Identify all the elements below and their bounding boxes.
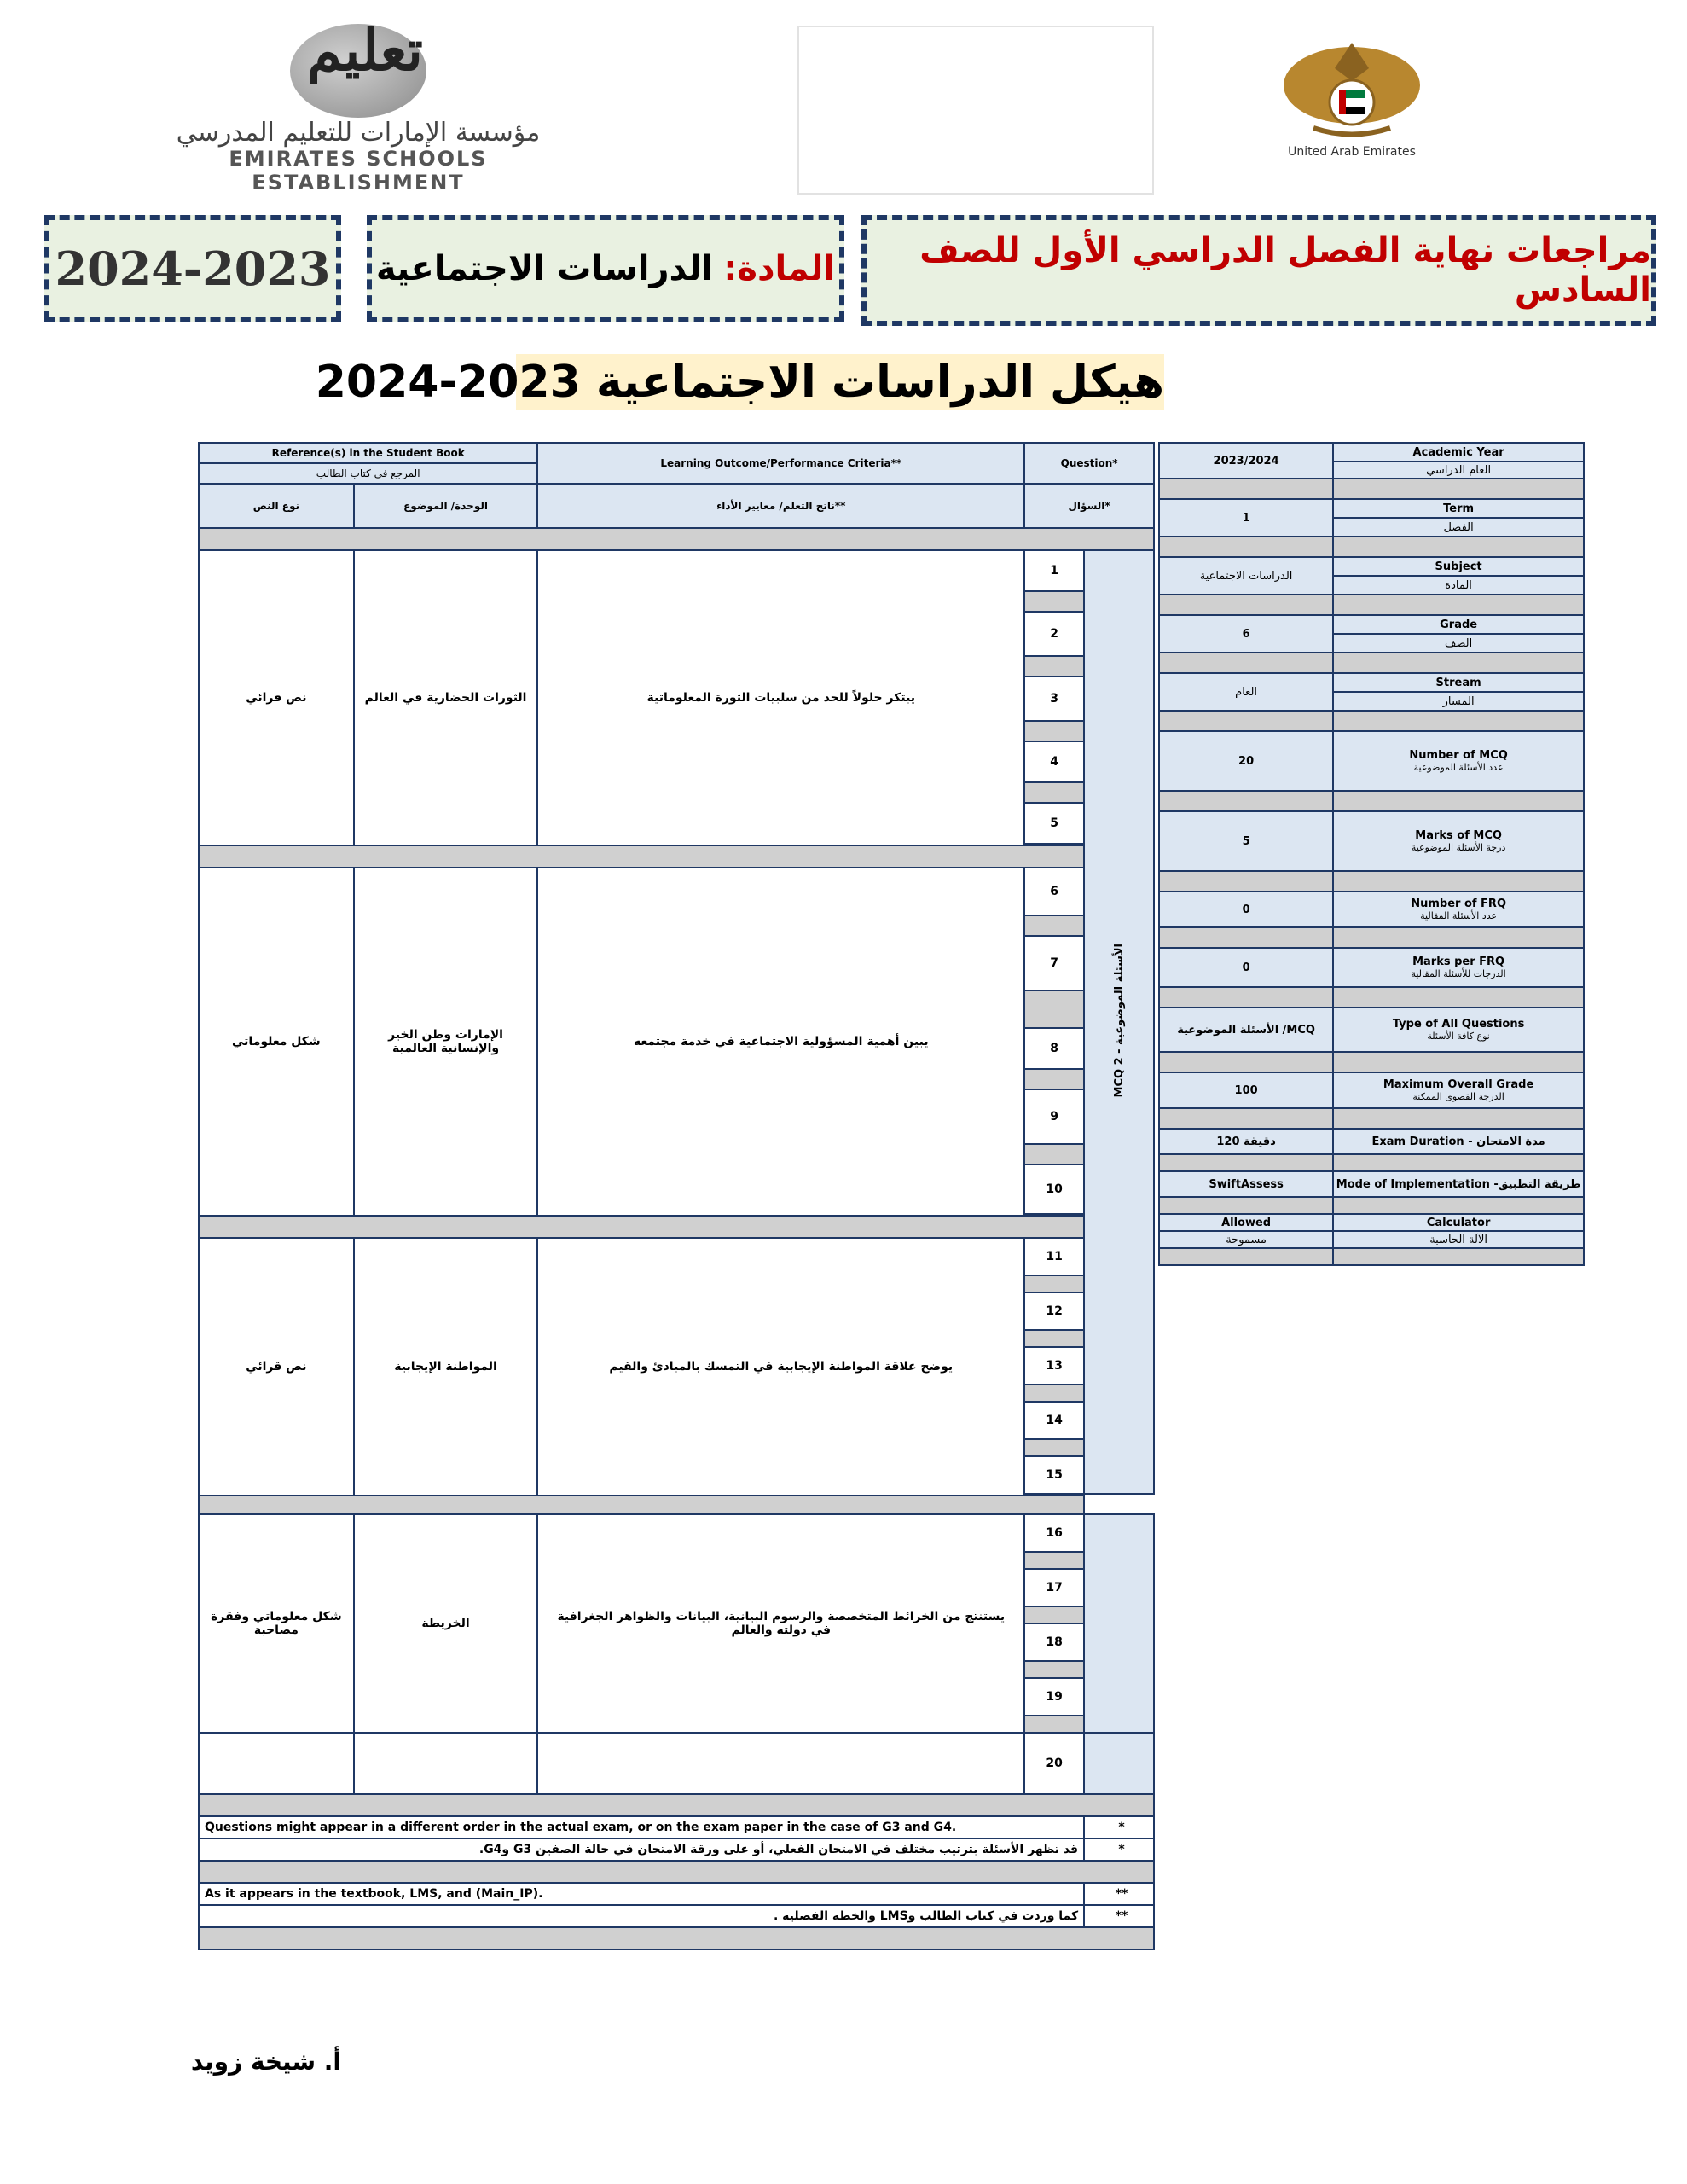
question-header-ar: السؤال* (1024, 484, 1154, 528)
question-number: 8 (1024, 1028, 1084, 1069)
text-type-header: نوع النص (199, 484, 354, 528)
question-number: 12 (1024, 1292, 1084, 1330)
grade-value: 6 (1159, 615, 1333, 653)
duration-value: 120 دقيقة (1159, 1129, 1333, 1154)
ese-name-en: EMIRATES SCHOOLS ESTABLISHMENT (229, 147, 488, 195)
group-3-text-type: نص قرائي (199, 1238, 354, 1496)
num-mcq-label-ar: عدد الأسئلة الموضوعية (1413, 762, 1504, 773)
mode-label: Mode of Implementation -طريقة التطبيق (1333, 1171, 1584, 1197)
stream-value: العام (1159, 673, 1333, 711)
max-grade-value: 100 (1159, 1072, 1333, 1108)
subject-value: الدراسات الاجتماعية (375, 248, 714, 288)
question-number: 10 (1024, 1165, 1084, 1214)
question-number: 16 (1024, 1514, 1084, 1552)
subject-label: المادة: (723, 248, 836, 288)
question-number: 11 (1024, 1238, 1084, 1275)
ese-name-ar: مؤسسة الإمارات للتعليم المدرسي (176, 118, 541, 148)
group-4-outcome: يستنتج من الخرائط المتخصصة والرسوم البيانية، البيانات والظواهر الجغرافية في دولته والعالم (537, 1514, 1024, 1733)
type-questions-label: Type of All Questions (1392, 1018, 1525, 1031)
academic-year-label-ar: العام الدراسي (1333, 462, 1584, 479)
type-questions-value: الأسئلة الموضوعية /MCQ (1159, 1008, 1333, 1052)
subject-label-ar: المادة (1333, 576, 1584, 595)
question-number: 2 (1024, 612, 1084, 656)
group-1-outcome: يبتكر حلولاً للحد من سلبيات الثورة المعلوماتية (537, 550, 1024, 845)
duration-label: Exam Duration - مدة الامتحان (1333, 1129, 1584, 1154)
exam-info-table (1158, 442, 1585, 1266)
group-1-unit: الثورات الحضارية في العالم (354, 550, 538, 845)
group-2-outcome: يبين أهمية المسؤولية الاجتماعية في خدمة مجتمعه (537, 868, 1024, 1216)
question-number: 3 (1024, 677, 1084, 721)
question-number: 5 (1024, 803, 1084, 844)
main-heading: هيكل الدراسات الاجتماعية 2023-2024 (516, 354, 1164, 410)
stream-label: Stream (1333, 673, 1584, 692)
subject-value: الدراسات الاجتماعية (1159, 557, 1333, 595)
question-number: 14 (1024, 1402, 1084, 1439)
question-number: 17 (1024, 1569, 1084, 1606)
subject-box (367, 215, 844, 322)
ref-header: Reference(s) in the Student Book (199, 443, 537, 463)
calculator-label-ar: الآلة الحاسبة (1333, 1231, 1584, 1248)
question-header: Question* (1024, 443, 1154, 484)
num-mcq-value: 20 (1159, 731, 1333, 791)
max-grade-label: Maximum Overall Grade (1383, 1078, 1534, 1091)
question-number: 13 (1024, 1347, 1084, 1385)
note-2: قد تظهر الأسئلة بترتيب مختلف في الامتحان الفعلي، أو على ورقة الامتحان في حالة الصفين G3 وG4. (199, 1838, 1084, 1861)
note-3: As it appears in the textbook, LMS, and (Main_IP). (199, 1883, 1084, 1905)
grade-label: Grade (1333, 615, 1584, 634)
uae-caption: United Arab Emirates (1288, 145, 1416, 159)
note-2-mark: * (1084, 1838, 1154, 1861)
calculator-value-ar: مسموحة (1159, 1231, 1333, 1248)
blank-box (797, 26, 1154, 195)
max-grade-label-ar: الدرجة القصوى الممكنة (1412, 1091, 1504, 1102)
term-label: Term (1333, 499, 1584, 518)
ese-logo (128, 17, 588, 195)
ref-header-ar: المرجع في كتاب الطالب (199, 463, 537, 484)
calculator-value: Allowed (1159, 1214, 1333, 1231)
unit-topic-header: الوحدة/ الموضوع (354, 484, 538, 528)
question-number: 20 (1024, 1733, 1084, 1794)
term-label-ar: الفصل (1333, 518, 1584, 537)
side-label-cell (1084, 550, 1154, 1494)
note-4-mark: ** (1084, 1905, 1154, 1927)
stream-label-ar: المسار (1333, 692, 1584, 711)
logo-mark: تعليم (307, 17, 423, 84)
grade-label-ar: الصف (1333, 634, 1584, 653)
num-frq-label-ar: عدد الأسئلة المقالية (1420, 910, 1498, 921)
note-4: كما وردت في كتاب الطالب وLMS والخطة الفصلية . (199, 1905, 1084, 1927)
marks-mcq-value: 5 (1159, 811, 1333, 871)
num-frq-value: 0 (1159, 892, 1333, 927)
question-number: 19 (1024, 1678, 1084, 1716)
marks-frq-label-ar: الدرجات للأسئلة المقالية (1411, 968, 1506, 979)
group-2-text-type: شكل معلوماتي (199, 868, 354, 1216)
teacher-name: أ. شيخة زويد (190, 2048, 341, 2076)
group-1-text-type: نص قرائي (199, 550, 354, 845)
group-2-unit: الإمارات وطن الخير والإنسانية العالمية (354, 868, 538, 1216)
academic-year-value: 2023/2024 (1159, 443, 1333, 479)
lo-header-ar: ناتج التعلم/ معايير الأداء** (537, 484, 1024, 528)
group-4-text-type: شكل معلوماتي وفقرة مصاحبة (199, 1514, 354, 1733)
structure-table (198, 442, 1155, 1950)
question-number: 18 (1024, 1623, 1084, 1661)
group-3-outcome: يوضح علاقة المواطنة الإيجابية في التمسك بالمبادئ والقيم (537, 1238, 1024, 1496)
type-questions-label-ar: نوع كافة الأسئلة (1427, 1031, 1490, 1042)
year-box: 2024-2023 (44, 215, 341, 322)
note-1-mark: * (1084, 1816, 1154, 1838)
marks-mcq-label-ar: درجة الأسئلة الموضوعية (1411, 842, 1506, 853)
calculator-label: Calculator (1333, 1214, 1584, 1231)
side-label: MCQ 2 - الأسئلة الموضوعية (1112, 943, 1126, 1098)
term-value: 1 (1159, 499, 1333, 537)
question-number: 6 (1024, 868, 1084, 915)
lo-header: Learning Outcome/Performance Criteria** (537, 443, 1024, 484)
title-box: مراجعات نهاية الفصل الدراسي الأول للصف السادس (861, 215, 1656, 326)
question-number: 1 (1024, 550, 1084, 591)
note-1: Questions might appear in a different order in the actual exam, or on the exam paper in the case of G3 and G4. (199, 1816, 1084, 1838)
question-number: 7 (1024, 936, 1084, 990)
mode-value: SwiftAssess (1159, 1171, 1333, 1197)
question-number: 4 (1024, 741, 1084, 782)
academic-year-label: Academic Year (1333, 443, 1584, 462)
subject-label: Subject (1333, 557, 1584, 576)
group-3-unit: المواطنة الإيجابية (354, 1238, 538, 1496)
num-frq-label: Number of FRQ (1411, 897, 1506, 910)
group-4-unit: الخريطة (354, 1514, 538, 1733)
marks-frq-value: 0 (1159, 948, 1333, 987)
note-3-mark: ** (1084, 1883, 1154, 1905)
marks-mcq-label: Marks of MCQ (1415, 829, 1502, 842)
question-number: 15 (1024, 1456, 1084, 1494)
marks-frq-label: Marks per FRQ (1412, 956, 1505, 968)
question-number: 9 (1024, 1089, 1084, 1144)
num-mcq-label: Number of MCQ (1409, 749, 1508, 762)
